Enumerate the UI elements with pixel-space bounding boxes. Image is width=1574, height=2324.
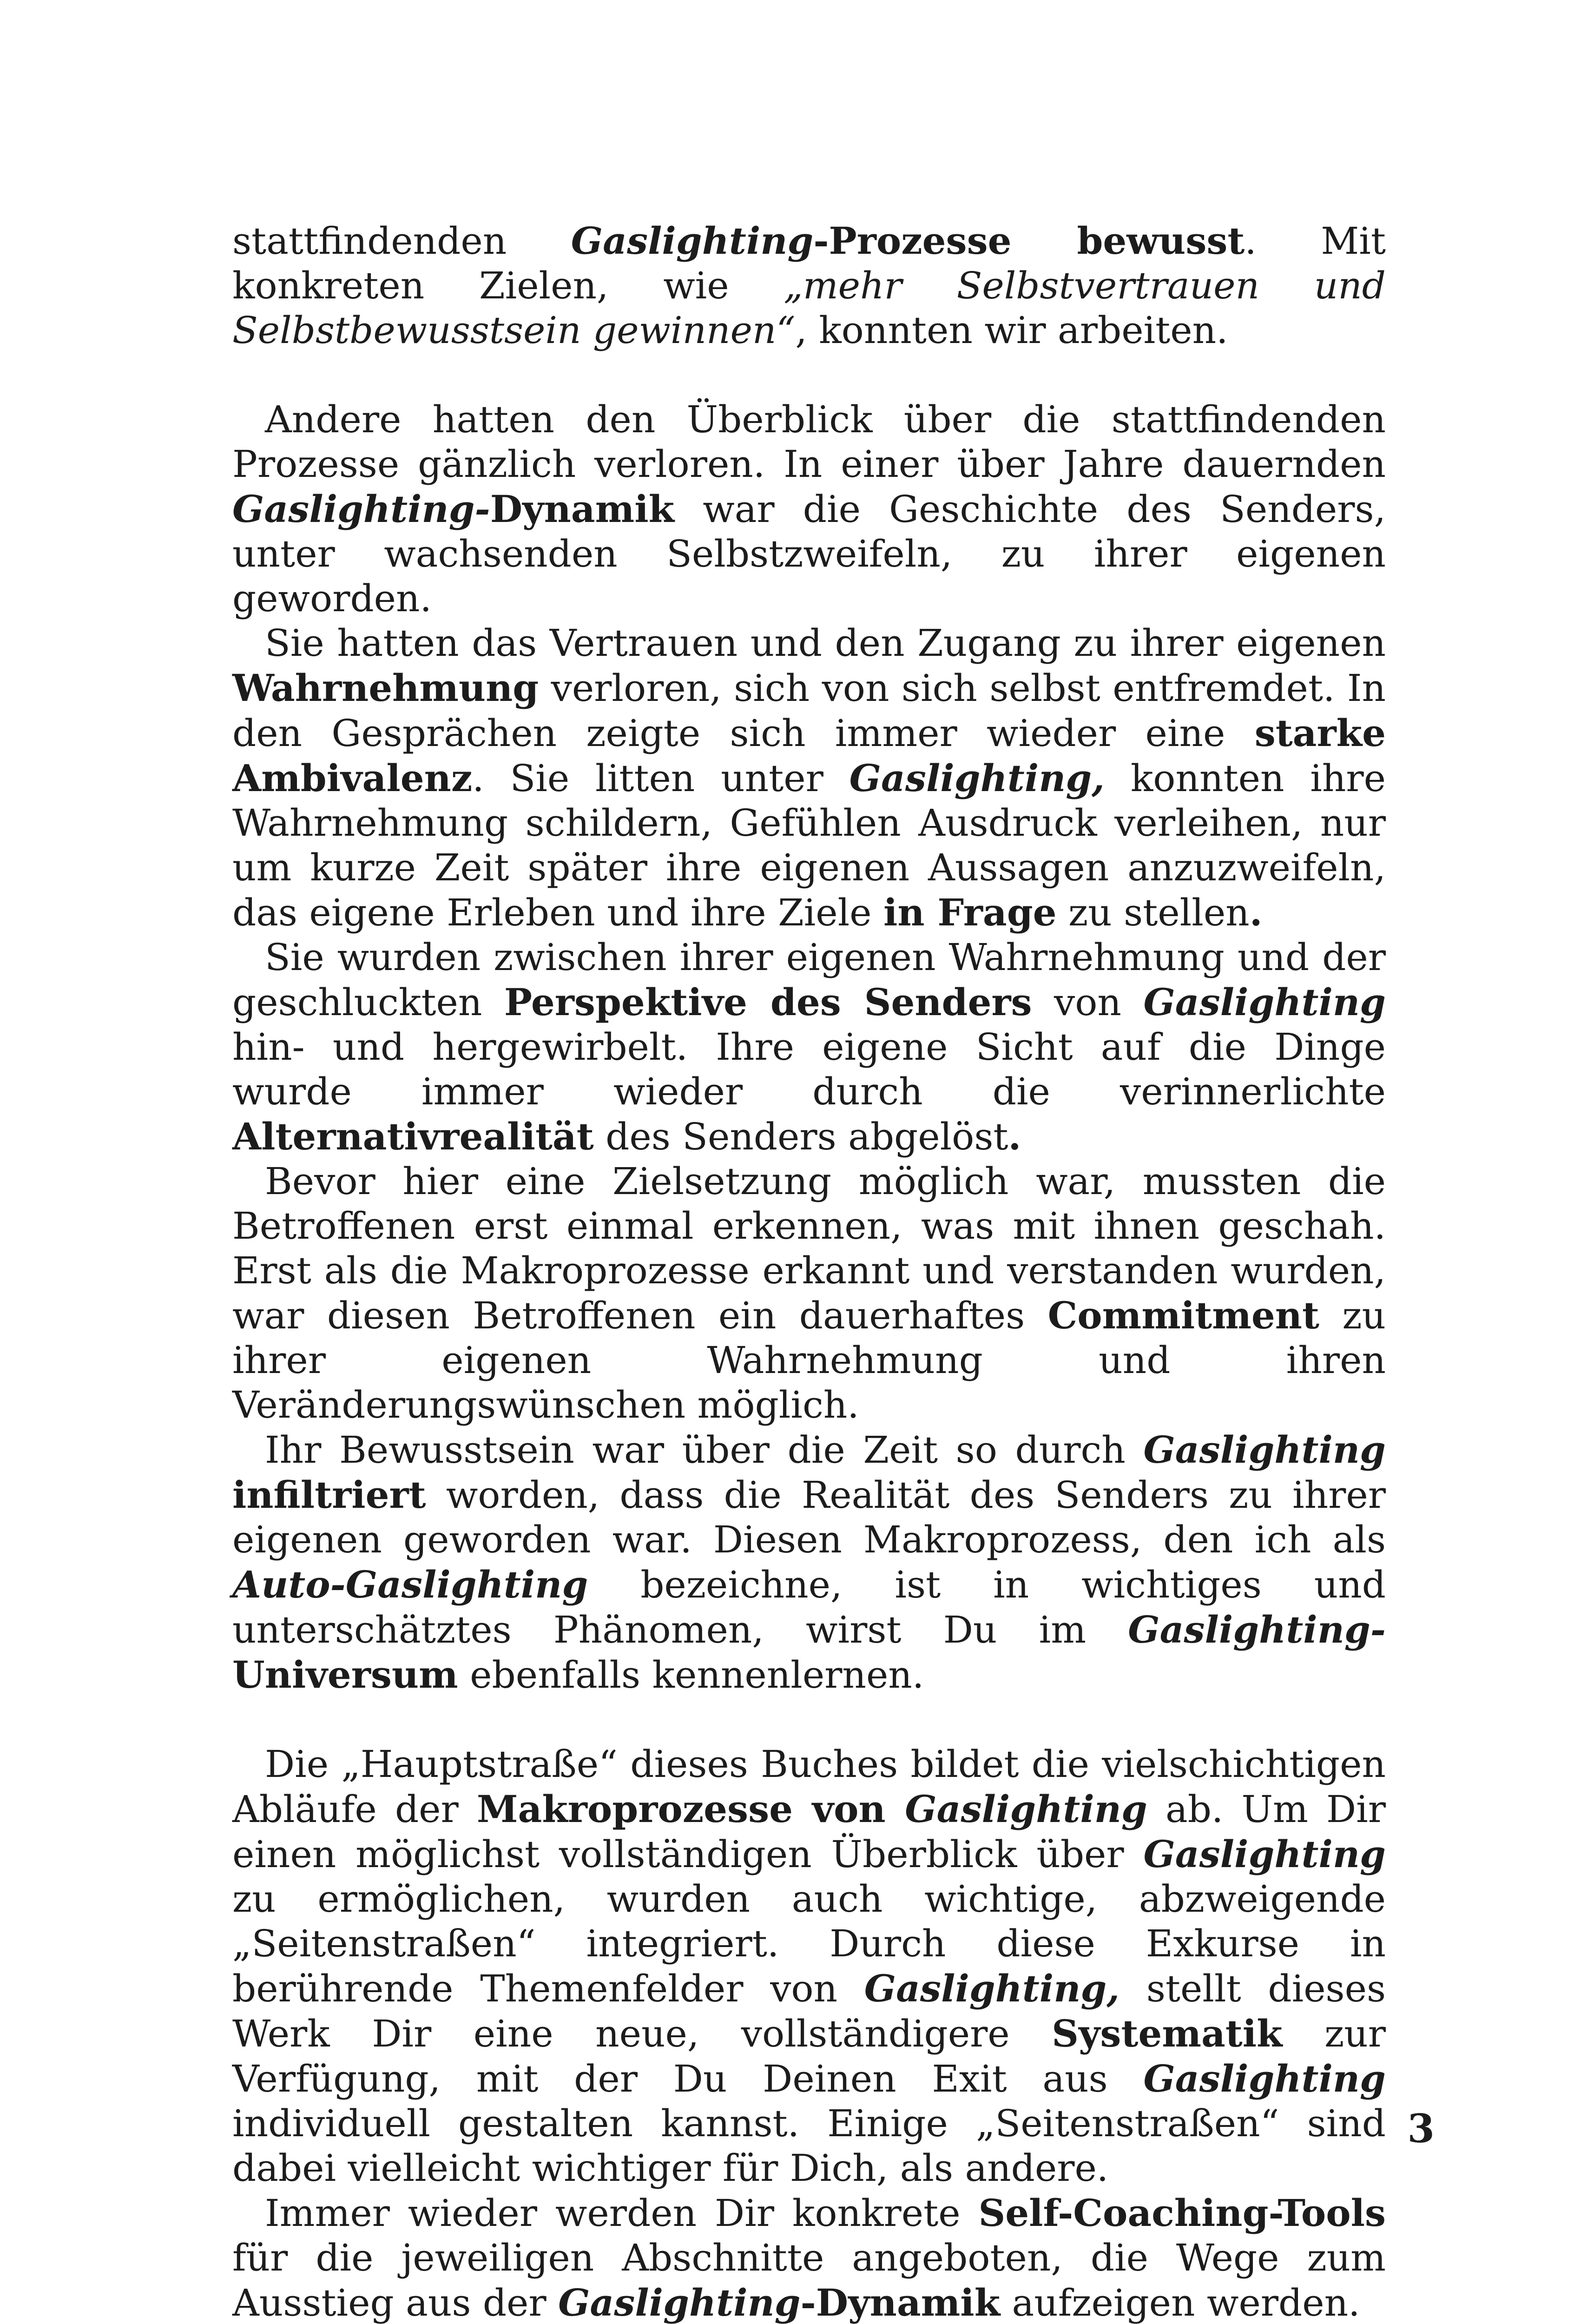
text-run: war die Geschichte des Senders, unter wachsenden Selbstzweifeln, zu ihrer eigenen geworden. [232, 488, 1386, 620]
emphasis-run: „mehr Selbstvertrauen und Selbstbewusstsein gewinnen“ [232, 264, 1386, 352]
text-run: verloren, sich von sich selbst entfremdet. In den Gesprächen zeigte sich immer wieder eine [232, 667, 1386, 755]
text-run: zu ihrer eigenen Wahrnehmung und ihren Veränderungswünschen möglich. [232, 1294, 1386, 1426]
text-run: zu stellen [1056, 891, 1250, 934]
text-run: worden, dass die Realität des Senders zu ihrer eigenen geworden war. Diesen Makroprozess, den ich als [232, 1473, 1386, 1561]
text-run: Die „Hauptstraße“ dieses Buches bildet die vielschichtigen Abläufe der [232, 1743, 1386, 1831]
paragraph [232, 2191, 1386, 2324]
emphasis-run: Gaslighting- [232, 487, 490, 531]
paragraph [232, 1742, 1386, 2191]
paragraph [232, 218, 1386, 353]
emphasis-run: Makroprozesse von [476, 1787, 905, 1831]
emphasis-run: in Frage [883, 891, 1057, 934]
emphasis-run: Dynamik [490, 487, 675, 531]
paragraph [232, 1427, 1386, 1697]
emphasis-run: . [1249, 891, 1263, 934]
text-run: für die jeweiligen Abschnitte angeboten, die Wege zum Ausstieg aus der [232, 2236, 1386, 2324]
text-run: von [1032, 981, 1144, 1024]
text-run: Ihr Bewusstsein war über die Zeit so durch [265, 1428, 1144, 1472]
text-run: bezeichne, ist in wichtiges und unterschätztes Phänomen, wirst Du im [232, 1563, 1386, 1651]
emphasis-run: Wahrnehmung [232, 666, 539, 710]
text-run: Andere hatten den Überblick über die stattfindenden Prozesse gänzlich verloren. In einer über Jahre dauernden [232, 398, 1386, 486]
text-run: ebenfalls kennenlernen. [458, 1653, 924, 1697]
text-run: Sie hatten das Vertrauen und den Zugang zu ihrer eigenen [265, 621, 1386, 665]
text-run: . Mit konkreten Zielen, wie [232, 219, 1386, 307]
text-run: , konnten wir arbeiten. [795, 309, 1228, 352]
emphasis-run: Self-Coaching-Tools [978, 2191, 1386, 2235]
emphasis-run: infiltriert [232, 1473, 426, 1517]
emphasis-run: Gaslighting [558, 2281, 801, 2324]
text-run: stellt dieses Werk Dir eine neue, vollständigere [232, 1967, 1386, 2055]
text-run: des Senders abgelöst [593, 1115, 1008, 1158]
page-number: 3 [1407, 2106, 1435, 2152]
emphasis-run: -Prozesse bewusst [813, 219, 1245, 263]
emphasis-run: Gaslighting, [849, 756, 1105, 800]
text-run: Sie wurden zwischen ihrer eigenen Wahrnehmung und der geschluckten [232, 936, 1386, 1024]
text-run: hin- und hergewirbelt. Ihre eigene Sicht auf die Dinge wurde immer wieder durch die verinnerlichte [232, 1025, 1386, 1113]
text-run: Bevor hier eine Zielsetzung möglich war, mussten die Betroffenen erst einmal erkennen, was mit ihnen geschah. Erst als die Makroprozesse erkannt und verstanden wurden, war diesen Betroffenen ein dauerhaftes [232, 1160, 1386, 1337]
emphasis-run: Alternativrealität [232, 1115, 594, 1158]
text-run: konnten ihre Wahrnehmung schildern, Gefühlen Ausdruck verleihen, nur um kurze Zeit später ihre eigenen Aussagen anzuzweifeln, das eigene Erleben und ihre Ziele [232, 757, 1386, 934]
paragraph [232, 935, 1386, 1159]
emphasis-run: Systematik [1052, 2012, 1283, 2055]
text-run: ab. Um Dir einen möglichst vollständigen Überblick über [232, 1788, 1386, 1876]
text-run: zu ermöglichen, wurden auch wichtige, abzweigende „Seitenstraßen“ integriert. Durch diese Exkurse in berührende Themenfelder von [232, 1877, 1386, 2010]
emphasis-run: Gaslighting- [1128, 1608, 1386, 1651]
emphasis-run: Gaslighting [1143, 1428, 1386, 1472]
emphasis-run: Gaslighting [1143, 1832, 1386, 1876]
text-run: . Sie litten unter [472, 757, 850, 800]
emphasis-run: -Dynamik [800, 2281, 1001, 2324]
text-run: zur Verfügung, mit der Du Deinen Exit aus [232, 2012, 1386, 2100]
text-run: individuell gestalten kannst. Einige „Seitenstraßen“ sind dabei vielleicht wichtiger für Dich, als andere. [232, 2102, 1386, 2190]
paragraph [232, 621, 1386, 935]
text-run: stattfindenden [232, 219, 571, 263]
emphasis-run: starke Ambivalenz [232, 711, 1386, 800]
emphasis-run: Auto-Gaslighting [232, 1563, 588, 1606]
text-run: aufzeigen werden. [1000, 2281, 1360, 2324]
paragraph [232, 397, 1386, 621]
emphasis-run: Gaslighting [1143, 2057, 1386, 2100]
body-text [232, 218, 1386, 2324]
emphasis-run: Gaslighting, [864, 1967, 1120, 2010]
emphasis-run: Gaslighting [905, 1787, 1147, 1831]
emphasis-run: Universum [232, 1653, 458, 1697]
text-run: Immer wieder werden Dir konkrete [265, 2192, 979, 2235]
emphasis-run: Gaslighting [571, 219, 814, 263]
emphasis-run: . [1008, 1115, 1021, 1158]
emphasis-run: Gaslighting [1143, 980, 1386, 1024]
paragraph [232, 1159, 1386, 1427]
emphasis-run: Commitment [1047, 1294, 1319, 1337]
emphasis-run: Perspektive des Senders [504, 980, 1032, 1024]
